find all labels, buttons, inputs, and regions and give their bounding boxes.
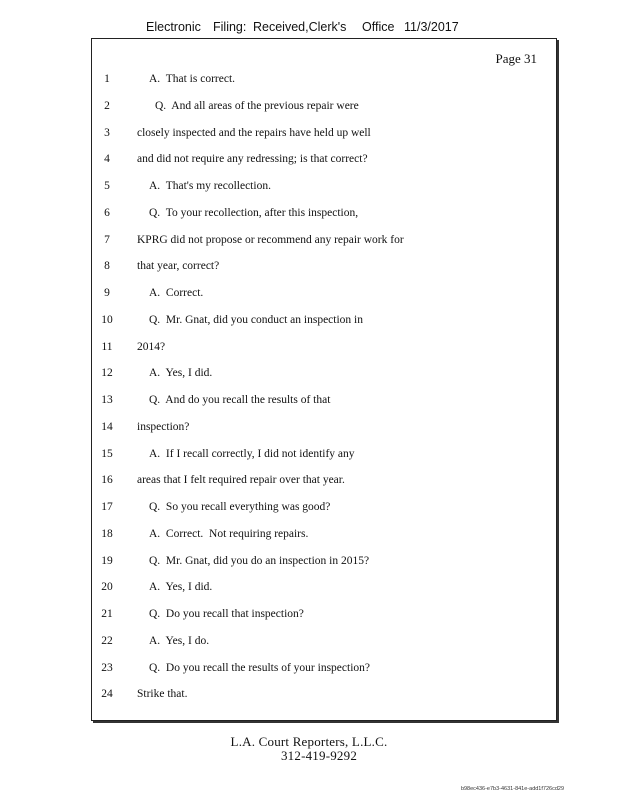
document-hash: b98ec436-e7b3-4631-841e-add1f726cd29 [460, 786, 564, 792]
line-text: Q. Mr. Gnat, did you conduct an inspection in [149, 313, 363, 326]
line-number: 4 [104, 153, 110, 166]
line-number: 17 [101, 501, 113, 513]
line-text: A. Correct. [149, 287, 204, 299]
filing-header-date: 11/3/2017 [404, 20, 459, 34]
transcript-line [0, 662, 618, 682]
line-number: 12 [101, 367, 113, 380]
line-text: inspection? [137, 420, 190, 433]
filing-header-word-filing: Filing: [213, 20, 247, 34]
line-text: areas that I felt required repair over that year. [137, 474, 345, 487]
line-number: 24 [101, 688, 113, 701]
line-text: Q. Do you recall the results of your inspection? [149, 661, 370, 674]
line-text: Strike that. [137, 688, 188, 701]
line-text: Q. To your recollection, after this inspection, [149, 206, 359, 219]
line-number: 10 [101, 313, 113, 326]
transcript-line [0, 555, 618, 575]
filing-header [0, 20, 618, 40]
transcript-line [0, 314, 618, 334]
filing-header-word-office: Office [362, 20, 395, 34]
line-number: 11 [101, 340, 113, 353]
line-number: 20 [101, 581, 113, 594]
line-text: and did not require any redressing; is that correct? [137, 153, 368, 166]
line-number: 16 [101, 474, 113, 487]
line-text: A. Yes, I did. [149, 581, 213, 594]
line-text: Q. So you recall everything was good? [149, 501, 331, 513]
transcript-line [0, 234, 618, 254]
line-number: 5 [104, 180, 110, 192]
transcript-line [0, 153, 618, 173]
transcript-line [0, 207, 618, 227]
line-number: 1 [104, 73, 110, 85]
transcript-line [0, 448, 618, 468]
line-number: 3 [104, 126, 110, 139]
line-text: A. If I recall correctly, I did not identify any [149, 447, 355, 460]
line-number: 14 [101, 420, 113, 433]
transcript-line [0, 367, 618, 387]
line-text: A. Correct. Not requiring repairs. [149, 527, 309, 540]
line-number: 7 [104, 233, 110, 246]
line-number: 23 [101, 661, 113, 674]
line-text: A. That is correct. [149, 73, 236, 85]
filing-header-word-electronic: Electronic [146, 20, 201, 34]
line-text: 2014? [137, 340, 166, 353]
transcript-line [0, 287, 618, 307]
transcript-line [0, 260, 618, 280]
line-number: 19 [101, 554, 113, 567]
line-number: 15 [101, 447, 113, 460]
line-number: 21 [101, 608, 113, 620]
line-text: Q. And do you recall the results of that [149, 394, 331, 406]
transcript-line [0, 73, 618, 93]
line-text: A. Yes, I do. [149, 634, 210, 647]
filing-header-word-received: Received,Clerk's [253, 20, 347, 34]
line-text: A. That's my recollection. [149, 180, 271, 192]
transcript-line [0, 421, 618, 441]
transcript-line [0, 688, 618, 708]
line-number: 13 [101, 394, 113, 406]
line-number: 6 [104, 206, 110, 219]
line-number: 8 [104, 260, 110, 273]
transcript-line [0, 127, 618, 147]
line-number: 9 [104, 287, 110, 299]
line-text: Q. And all areas of the previous repair were [155, 99, 359, 112]
transcript-line [0, 635, 618, 655]
line-text: that year, correct? [137, 260, 220, 273]
line-text: closely inspected and the repairs have held up well [137, 126, 371, 139]
footer-company: L.A. Court Reporters, L.L.C. [230, 734, 388, 749]
page-number: Page 31 [495, 51, 537, 66]
line-text: Q. Do you recall that inspection? [149, 608, 304, 620]
transcript-line [0, 100, 618, 120]
transcript-line [0, 501, 618, 521]
transcript-line [0, 394, 618, 414]
footer-phone: 312-419-9292 [280, 748, 358, 763]
line-text: KPRG did not propose or recommend any repair work for [137, 233, 404, 246]
transcript-line [0, 528, 618, 548]
transcript-line [0, 608, 618, 628]
transcript-line [0, 341, 618, 361]
line-number: 22 [101, 634, 113, 647]
line-text: Q. Mr. Gnat, did you do an inspection in 2015? [149, 554, 370, 567]
line-number: 18 [101, 527, 113, 540]
transcript-line [0, 474, 618, 494]
transcript-line [0, 180, 618, 200]
line-number: 2 [104, 99, 110, 112]
transcript-line [0, 581, 618, 601]
line-text: A. Yes, I did. [149, 367, 213, 380]
